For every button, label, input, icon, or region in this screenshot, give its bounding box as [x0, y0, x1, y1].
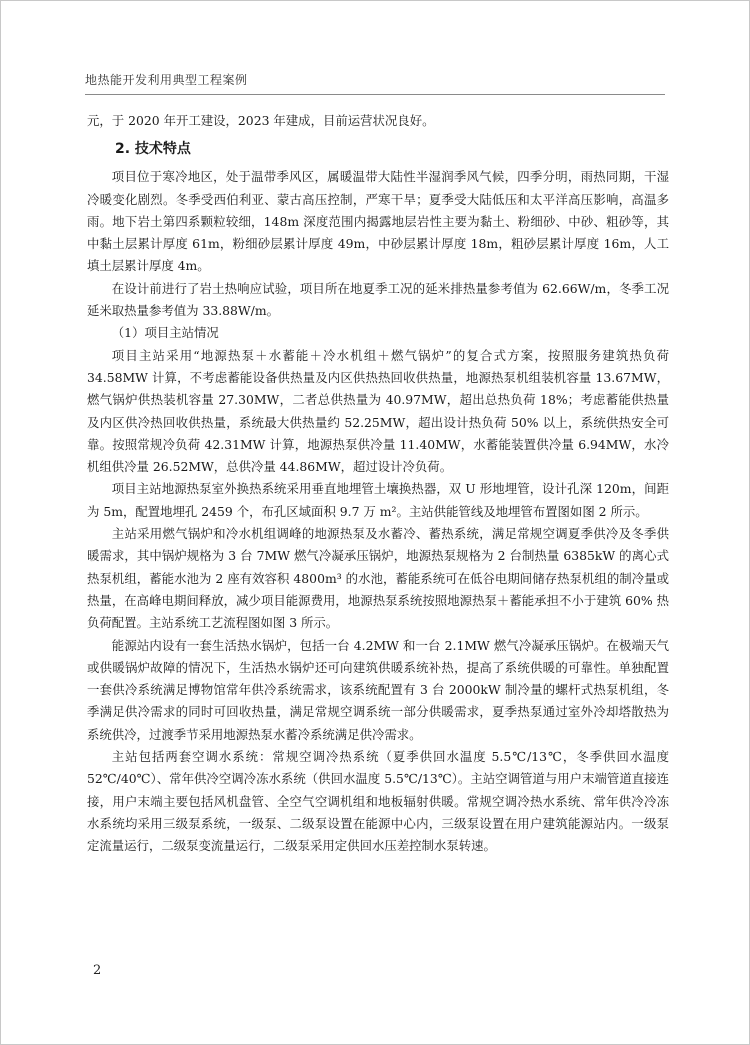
paragraph-water-systems: 主站包括两套空调水系统：常规空调冷热系统（夏季供回水温度 5.5℃/13℃，冬季供回水温度 52℃/40℃）、常年供冷空调冷冻水系统（供回水温度 5.5℃/13℃）。主站空调管道与用户末端管道直接连接，用户末端主要包括风机盘管、全空气空调机组和地板辐射供暖。常规空调冷热水系统、常年供冷冷冻水系统均采用三级泵系统，一级泵、二级泵设置在能源中心内，三级泵设置在用户建筑能源站内。一级泵定流量运行，二级泵变流量运行，二级泵采用定供回水压差控制水泵转速。 [87, 749, 669, 854]
section-heading: 2. 技术特点 [115, 141, 191, 158]
paragraph-peak-shaving-storage: 主站采用燃气锅炉和冷水机组调峰的地源热泵及水蓄冷、蓄热系统，满足常规空调夏季供冷及冬季供暖需求，其中锅炉规格为 3 台 7MW 燃气冷凝承压锅炉，地源热泵规格为 2 台制热量 6385kW 的离心式热泵机组，蓄能水池为 2 座有效容积 4800m³ 的水池，蓄能系统可在低谷电期间储存热泵机组的制冷量或热量，在高峰电期间释放，减少项目能源费用，地源热泵系统按照地源热泵＋蓄能承担不小于建筑 60% 热负荷配置。主站系统工艺流程图如图 3 所示。 [87, 526, 669, 631]
header-divider [85, 94, 665, 95]
paragraph-climate-geology: 项目位于寒冷地区，处于温带季风区，属暖温带大陆性半湿润季风气候，四季分明，雨热同期，干湿冷暖变化剧烈。冬季受西伯利亚、蒙古高压控制，严寒干旱；夏季受大陆低压和太平洋高压影响，高温多雨。地下岩土第四系颗粒较细，148m 深度范围内揭露地层岩性主要为黏土、粉细砂、中砂、粗砂等，其中黏土层累计厚度 61m，粉细砂层累计厚度 49m，中砂层累计厚度 18m，粗砂层累计厚度 16m，人工填土层累计厚度 4m。 [87, 169, 669, 274]
paragraph-composite-scheme: 项目主站采用“地源热泵＋水蓄能＋冷水机组＋燃气锅炉”的复合式方案，按照服务建筑热负荷 34.58MW 计算，不考虑蓄能设备供热量及内区供热热回收供热量，地源热泵机组装机容量 13.67MW，燃气锅炉供热装机容量 27.30MW，二者总供热量为 40.97MW，超出总热负荷 18%；考虑蓄能供热量及内区供冷热回收供热量，系统最大供热量约 52.25MW，超出设计热负荷 50% 以上，系统供热安全可靠。按照常规冷负荷 42.31MW 计算，地源热泵供冷量 11.40MW，水蓄能装置供冷量 6.94MW，水冷机组供冷量 26.52MW，总供冷量 44.86MW，超过设计冷负荷。 [87, 347, 669, 475]
running-header-title: 地热能开发利用典型工程案例 [85, 73, 248, 87]
paragraph-continuation: 元，于 2020 年开工建设，2023 年建成，目前运营状况良好。 [87, 113, 435, 128]
paragraph-domestic-hot-water: 能源站内设有一套生活热水锅炉，包括一台 4.2MW 和一台 2.1MW 燃气冷凝承压锅炉。在极端天气或供暖锅炉故障的情况下，生活热水锅炉还可向建筑供暖系统补热，提高了系统供暖的可靠性。单独配置一套供冷系统满足博物馆常年供冷系统需求，该系统配置有 3 台 2000kW 制冷量的螺杆式热泵机组，冬季满足供冷需求的同时可回收热量，满足常规空调系统一部分供暖需求，夏季热泵通过室外冷却塔散热为系统供冷，过渡季节采用地源热泵水蓄冷系统满足供冷需求。 [87, 637, 669, 742]
paragraph-ground-heat-exchanger: 项目主站地源热泵室外换热系统采用垂直地埋管土壤换热器，双 U 形地埋管，设计孔深 120m，间距为 5m，配置地埋孔 2459 个，布孔区域面积 9.7 万 m²。主站供能管线及地埋管布置图如图 2 所示。 [87, 481, 669, 519]
paragraph-thermal-response-test: 在设计前进行了岩土热响应试验，项目所在地夏季工况的延米排热量参考值为 62.66W/m，冬季工况延米取热量参考值为 33.88W/m。 [87, 280, 669, 319]
body-text [87, 110, 669, 858]
subsection-heading-main-station: （1）项目主站情况 [111, 325, 219, 341]
page-number: 2 [93, 963, 102, 978]
